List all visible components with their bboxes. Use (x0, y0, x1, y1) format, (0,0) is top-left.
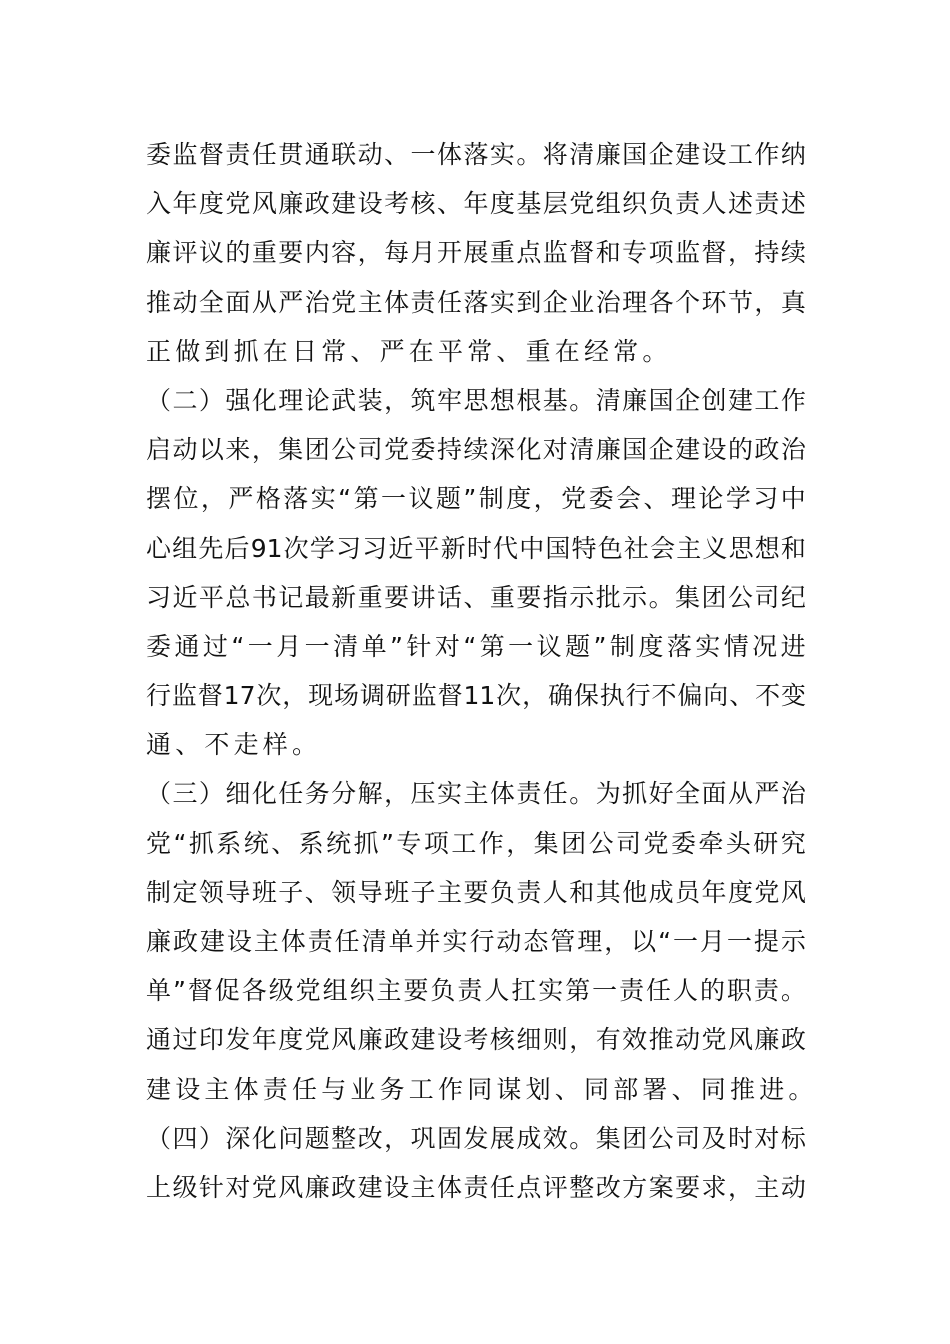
text-line: 委 监 督 责 任 贯 通 联 动 、 一 体 落 实 。 将 清 廉 国 企 建 设 工 作 纳 (146, 140, 806, 169)
text-line: 委 通 过 “ 一 月 一 清 单 ” 针 对 “ 第 一 议 题 ” 制 度 落 实 情 况 进 (146, 631, 806, 661)
text-line: 上 级 针 对 党 风 廉 政 建 设 主 体 责 任 点 评 整 改 方 案 要 求 ， 主 动 (146, 1172, 806, 1202)
text-line: 正做到抓在日常、严在平常、重在经常。 (146, 336, 672, 366)
text-line: 摆 位 ， 严 格 落 实 “ 第 一 议 题 ” 制 度 ， 党 委 会 、 理 论 学 习 中 (146, 484, 806, 514)
text-line: 启 动 以 来 ， 集 团 公 司 党 委 持 续 深 化 对 清 廉 国 企 建 设 的 政 治 (146, 435, 806, 465)
text-line: 制 定 领 导 班 子 、 领 导 班 子 主 要 负 责 人 和 其 他 成 员 年 度 党 风 (146, 877, 806, 907)
text-line: （ 三 ） 细 化 任 务 分 解 ， 压 实 主 体 责 任 。 为 抓 好 全 面 从 严 治 (146, 779, 806, 809)
document-body (146, 130, 818, 1212)
text-line: 廉 评 议 的 重 要 内 容 ， 每 月 开 展 重 点 监 督 和 专 项 监 督 ， 持 续 (146, 238, 806, 268)
text-line: 建设主体责任与业务工作同谋划、同部署、同推进。 (146, 1074, 818, 1104)
text-line: 通、不走样。 (146, 730, 322, 760)
text-line: 通 过 印 发 年 度 党 风 廉 政 建 设 考 核 细 则 ， 有 效 推 动 党 风 廉 政 (146, 1025, 806, 1055)
text-line: 行 监 督 17 次 ， 现 场 调 研 监 督 11 次 ， 确 保 执 行 不 偏 向 、 不 变 (146, 681, 806, 711)
text-line: 单 ” 督 促 各 级 党 组 织 主 要 负 责 人 扛 实 第 一 责 任 人 的 职 责 。 (146, 976, 806, 1006)
text-line: 党 “ 抓 系 统 、 系 统 抓 ” 专 项 工 作 ， 集 团 公 司 党 委 牵 头 研 究 (146, 828, 806, 858)
text-line: 推 动 全 面 从 严 治 党 主 体 责 任 落 实 到 企 业 治 理 各 个 环 节 ， 真 (146, 287, 806, 317)
text-line: （ 四 ） 深 化 问 题 整 改 ， 巩 固 发 展 成 效 。 集 团 公 司 及 时 对 标 (146, 1123, 806, 1153)
text-line: 习 近 平 总 书 记 最 新 重 要 讲 话 、 重 要 指 示 批 示 。 集 团 公 司 纪 (146, 582, 806, 612)
text-line: 入 年 度 党 风 廉 政 建 设 考 核 、 年 度 基 层 党 组 织 负 责 人 述 责 述 (146, 189, 806, 219)
text-line: 廉 政 建 设 主 体 责 任 清 单 并 实 行 动 态 管 理 ， 以 “ 一 月 一 提 示 (146, 927, 806, 956)
text-line: （ 二 ） 强 化 理 论 武 装 ， 筑 牢 思 想 根 基 。 清 廉 国 企 创 建 工 作 (146, 385, 806, 415)
text-line: 心 组 先 后 91 次 学 习 习 近 平 新 时 代 中 国 特 色 社 会 主 义 思 想 和 (146, 533, 806, 563)
